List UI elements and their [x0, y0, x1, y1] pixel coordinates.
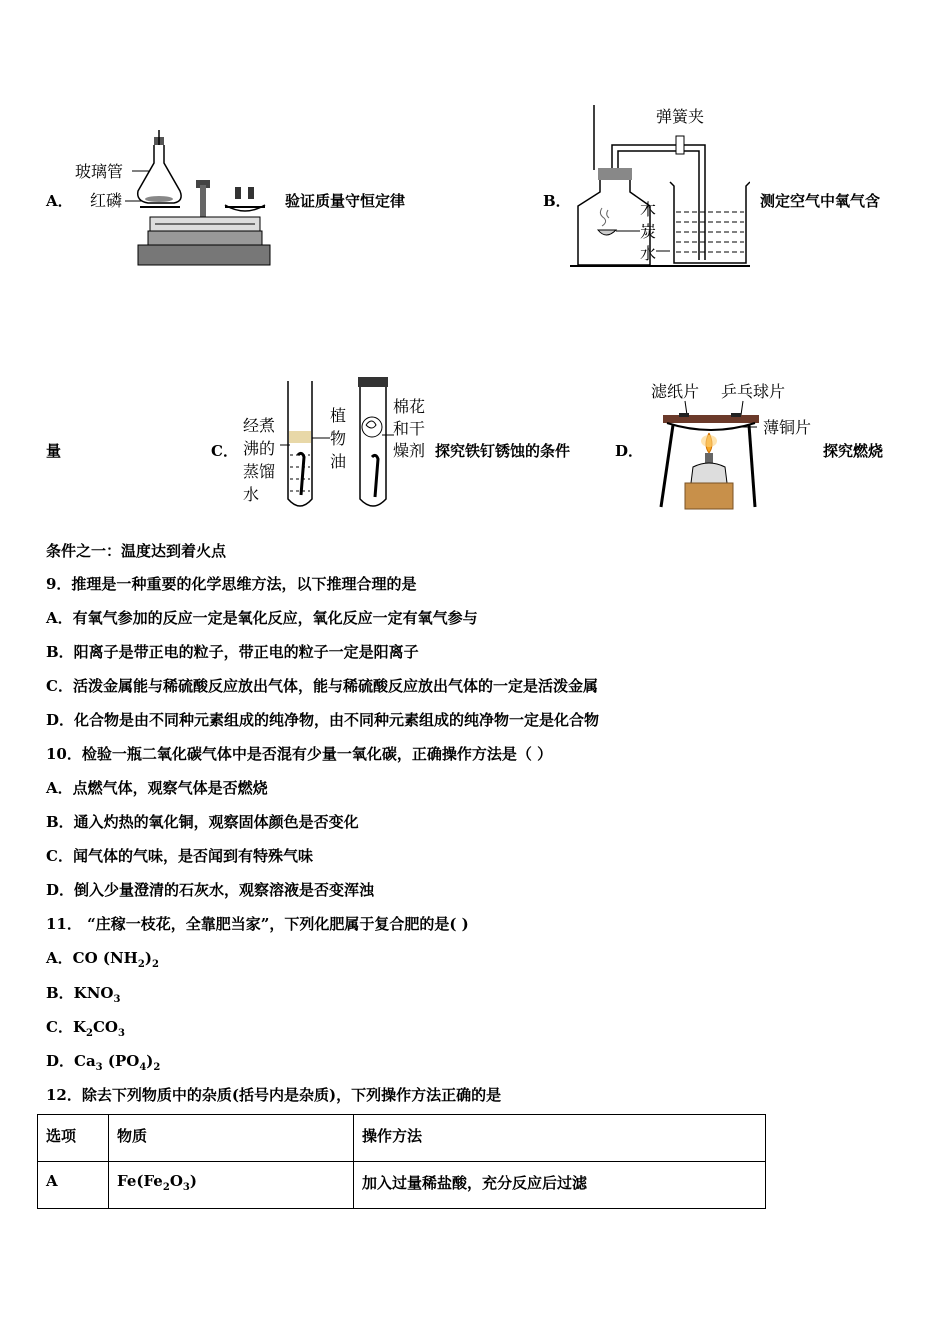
q12-table: [37, 1114, 766, 1209]
figure-c-caption: 探究铁钉锈蚀的条件: [435, 442, 571, 460]
label-glass-tube: 玻璃管: [75, 162, 124, 181]
q11-stem: 11． “庄稼一枝花，全靠肥当家”，下列化肥属于复合肥的是( ): [46, 915, 469, 933]
table-header-row: [38, 1115, 766, 1162]
figure-c-test-tubes: [280, 375, 395, 515]
continuation-line: 条件之一：温度达到着火点: [46, 542, 227, 560]
table-row: [38, 1162, 766, 1209]
label-pingpong: 乒乓球片: [721, 382, 786, 401]
q9-option-d: D．化合物是由不同种元素组成的纯净物，由不同种元素组成的纯净物一定是化合物: [46, 711, 600, 729]
figure-d-combustion-apparatus: [645, 375, 825, 515]
row-a-option: A: [38, 1162, 109, 1209]
q10-option-c: C．闻气体的气味，是否闻到有特殊气味: [46, 847, 313, 865]
figure-c-right-label: 棉花 和干 燥剂: [393, 397, 426, 460]
figure-a-letter: A．: [46, 192, 73, 210]
q11-option-c: C．$K_2CO_3$: [46, 1018, 125, 1039]
row-a-substance: $Fe(Fe_2O_3)$: [109, 1162, 354, 1209]
q10-stem: 10．检验一瓶二氧化碳气体中是否混有少量一氧化碳，正确操作方法是（ ）: [46, 745, 553, 763]
figure-a-balance-apparatus: [70, 125, 280, 270]
q10-option-a: A．点燃气体，观察气体是否燃烧: [46, 779, 268, 797]
label-red-phosphorus: 红磷: [90, 191, 123, 210]
q11-option-b: B．$KNO_3$: [46, 984, 121, 1005]
q9-option-a: A．有氧气参加的反应一定是氧化反应，氧化反应一定有氧气参与: [46, 609, 478, 627]
figure-d-letter: D．: [615, 442, 644, 460]
label-water: 水: [640, 244, 657, 263]
label-copper-sheet: 薄铜片: [763, 418, 812, 437]
figure-c-letter: C．: [211, 442, 238, 460]
q9-stem: 9．推理是一种重要的化学思维方法，以下推理合理的是: [46, 575, 417, 593]
figure-b-oxygen-apparatus: [570, 100, 750, 270]
label-spring-clamp: 弹簧夹: [656, 107, 705, 126]
label-filter-paper: 滤纸片: [651, 382, 700, 401]
q10-option-b: B．通入灼热的氧化铜，观察固体颜色是否变化: [46, 813, 359, 831]
row-a-method: 加入过量稀盐酸，充分反应后过滤: [354, 1162, 766, 1209]
figure-c-left-label: 经煮 沸的 蒸馏 水: [243, 416, 276, 504]
label-charcoal-2: 炭: [640, 222, 657, 241]
q11-option-d: D．$Ca_3$ $(PO_4)_2$: [46, 1052, 161, 1073]
table-header-substance: 物质: [109, 1115, 354, 1162]
q9-option-c: C．活泼金属能与稀硫酸反应放出气体，能与稀硫酸反应放出气体的一定是活泼金属: [46, 677, 598, 695]
table-header-method: 操作方法: [354, 1115, 766, 1162]
q11-option-a: A．CO $(NH_2)_2$: [46, 949, 159, 970]
table-header-option: 选项: [38, 1115, 109, 1162]
q9-option-b: B．阳离子是带正电的粒子，带正电的粒子一定是阳离子: [46, 643, 419, 661]
figure-a-caption: 验证质量守恒定律: [285, 192, 406, 210]
figure-b-caption: 测定空气中氧气含: [760, 192, 881, 210]
q12-stem: 12．除去下列物质中的杂质(括号内是杂质)，下列操作方法正确的是: [46, 1086, 502, 1104]
label-charcoal-1: 木: [640, 200, 657, 219]
q10-option-d: D．倒入少量澄清的石灰水，观察溶液是否变浑浊: [46, 881, 375, 899]
figure-b-letter: B．: [543, 192, 571, 210]
figure-d-caption: 探究燃烧: [823, 442, 884, 460]
figure-b-caption-continued: 量: [46, 442, 62, 460]
figure-c-oil-label: 植 物 油: [330, 406, 347, 471]
